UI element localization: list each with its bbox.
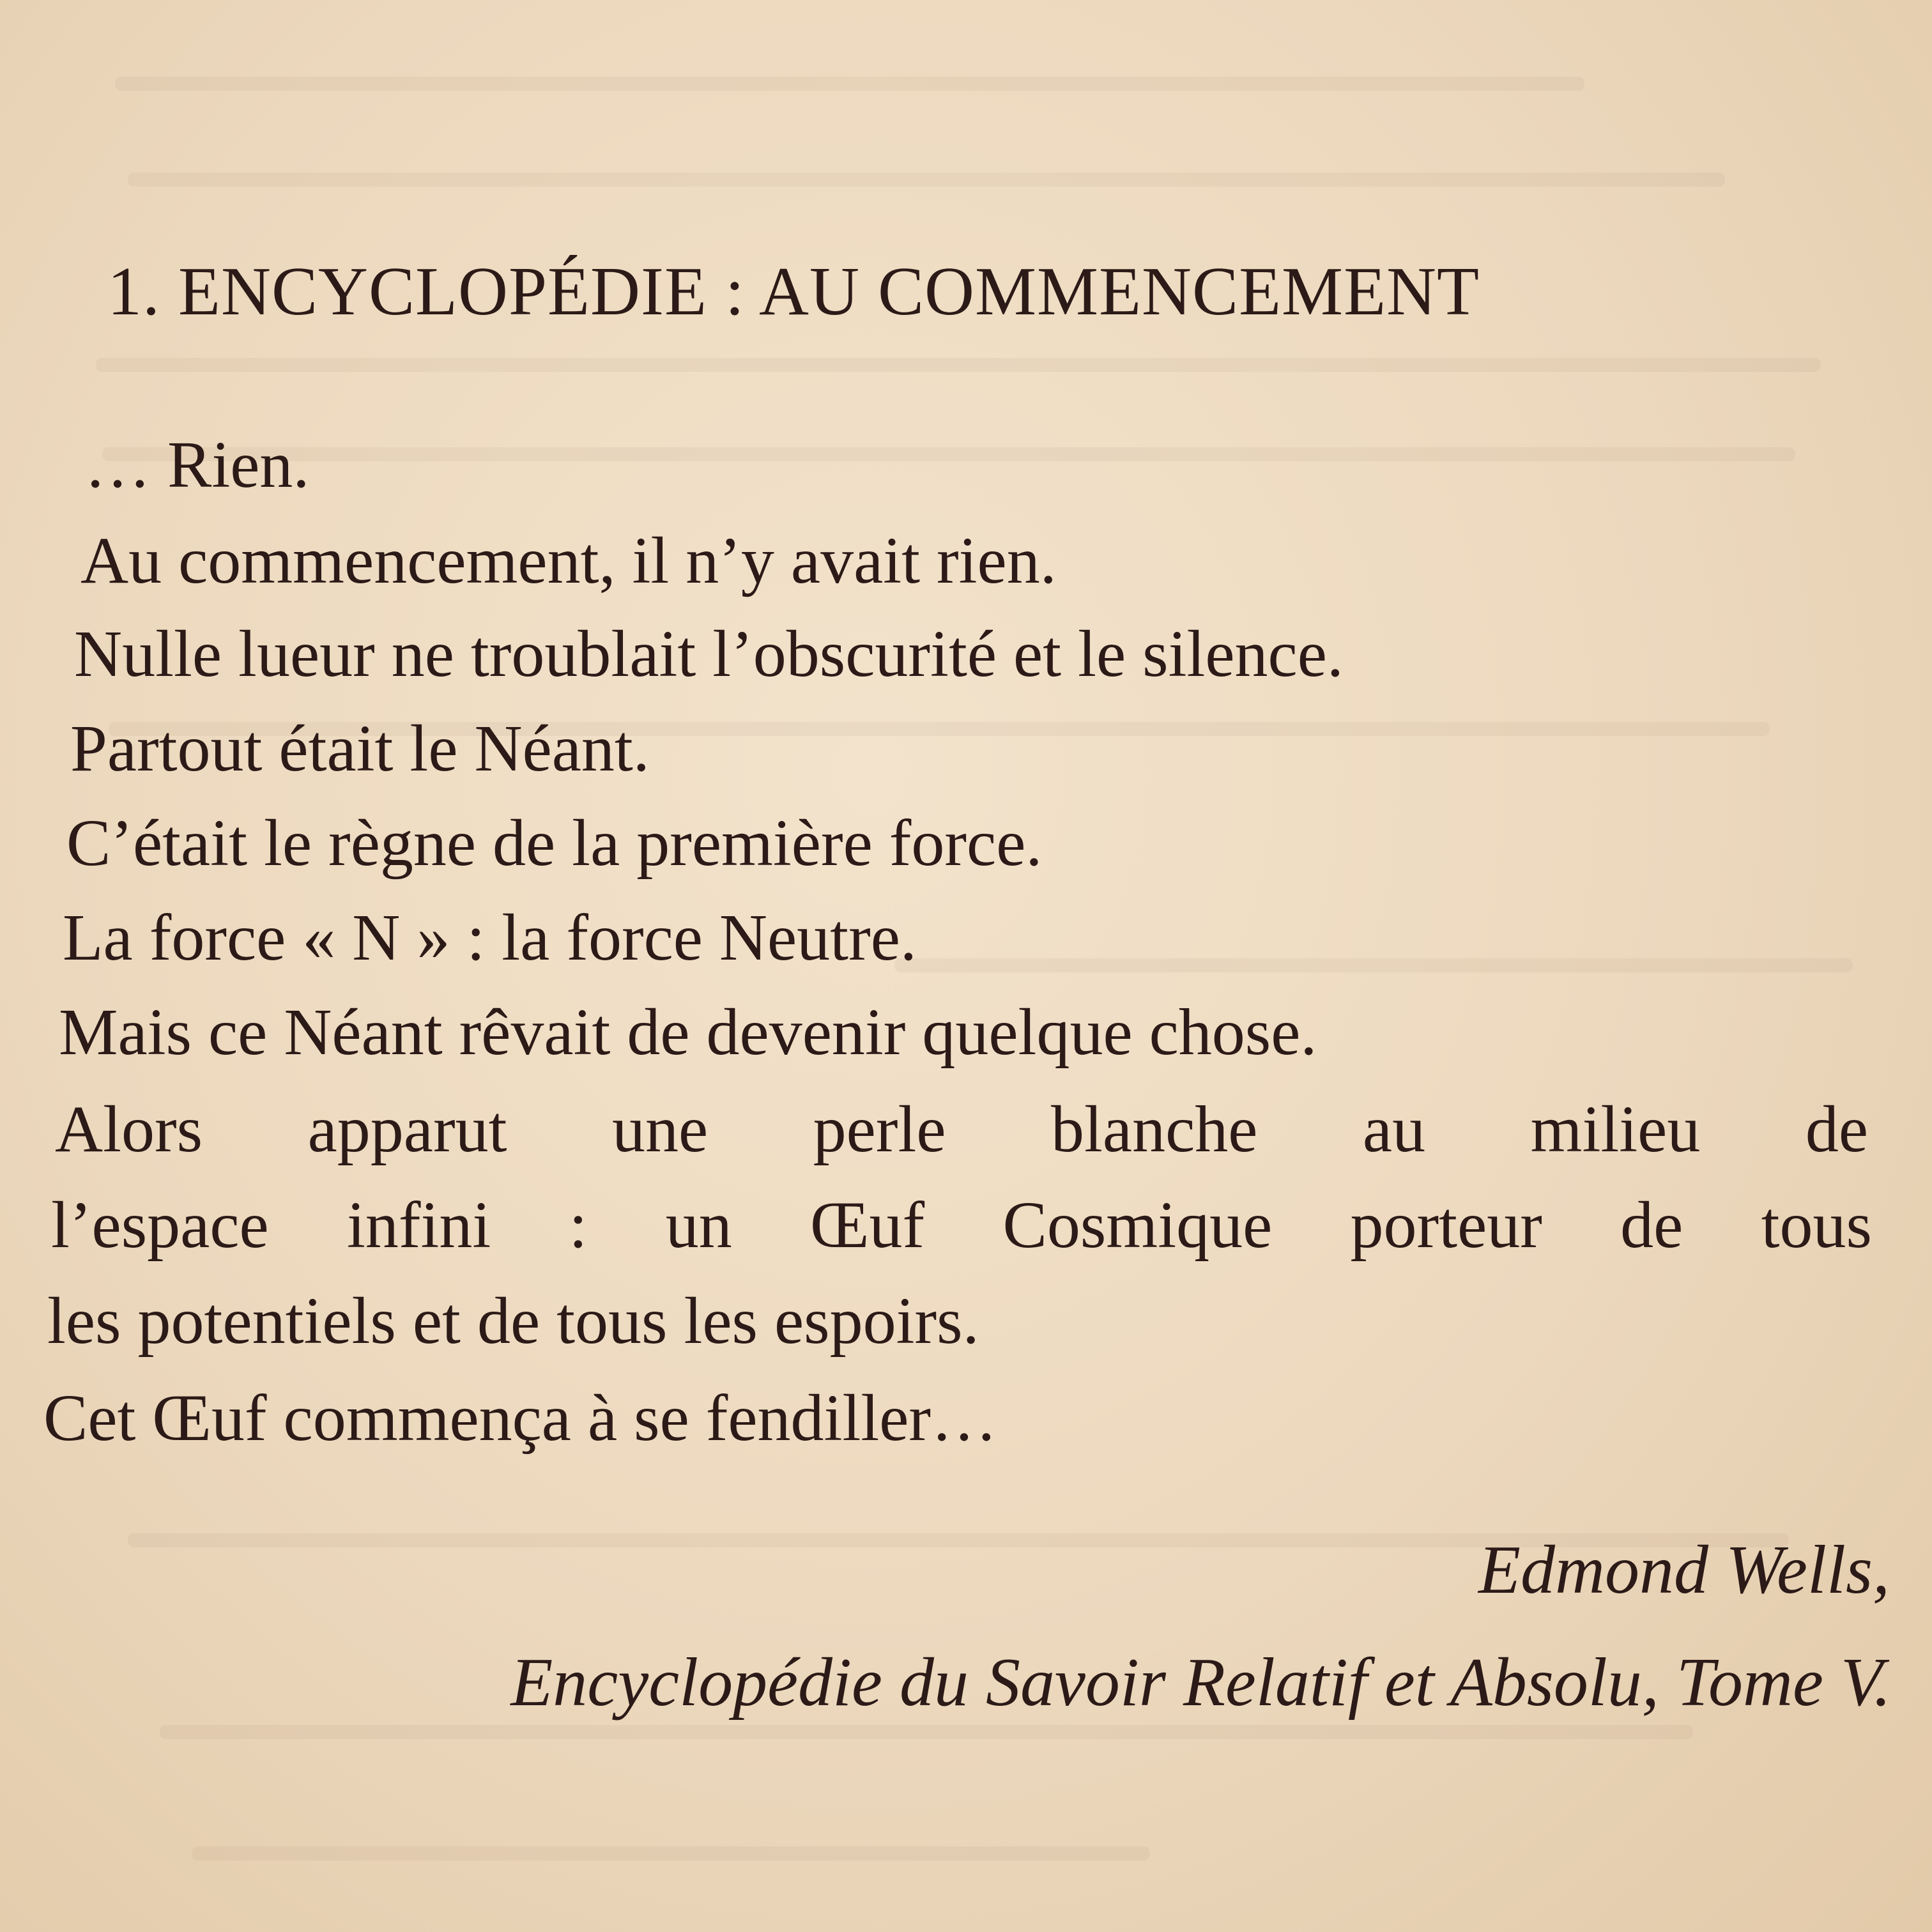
text-line: … Rien. <box>84 428 310 502</box>
bleed-through-mark <box>115 77 1584 91</box>
text-line: Au commencement, il n’y avait rien. <box>80 524 1057 597</box>
author-signature: Edmond Wells, <box>1478 1532 1890 1608</box>
text-line: La force « N » : la force Neutre. <box>63 901 917 974</box>
text-line: C’était le règne de la première force. <box>66 806 1043 880</box>
text-line: Nulle lueur ne troublait l’obscurité et le silence. <box>74 617 1344 691</box>
bleed-through-mark <box>894 958 1853 972</box>
bleed-through-mark <box>160 1725 1693 1739</box>
bleed-through-mark <box>102 447 1795 461</box>
text-line: Partout était le Néant. <box>70 712 650 785</box>
bleed-through-mark <box>96 358 1821 372</box>
work-citation: Encyclopédie du Savoir Relatif et Absolu, Tome V. <box>510 1644 1891 1721</box>
text-line: Alors apparut une perle blanche au milieu de <box>55 1092 1868 1166</box>
text-line: l’espace infini : un Œuf Cosmique porteur de tous <box>51 1188 1872 1262</box>
text-line: Cet Œuf commença à se fendiller… <box>43 1381 998 1455</box>
text-line: les potentiels et de tous les espoirs. <box>47 1284 979 1358</box>
chapter-title: 1. ENCYCLOPÉDIE : AU COMMENCEMENT <box>107 254 1480 330</box>
bleed-through-mark <box>192 1846 1150 1860</box>
bleed-through-mark <box>128 172 1725 187</box>
text-line: Mais ce Néant rêvait de devenir quelque chose. <box>59 995 1317 1069</box>
